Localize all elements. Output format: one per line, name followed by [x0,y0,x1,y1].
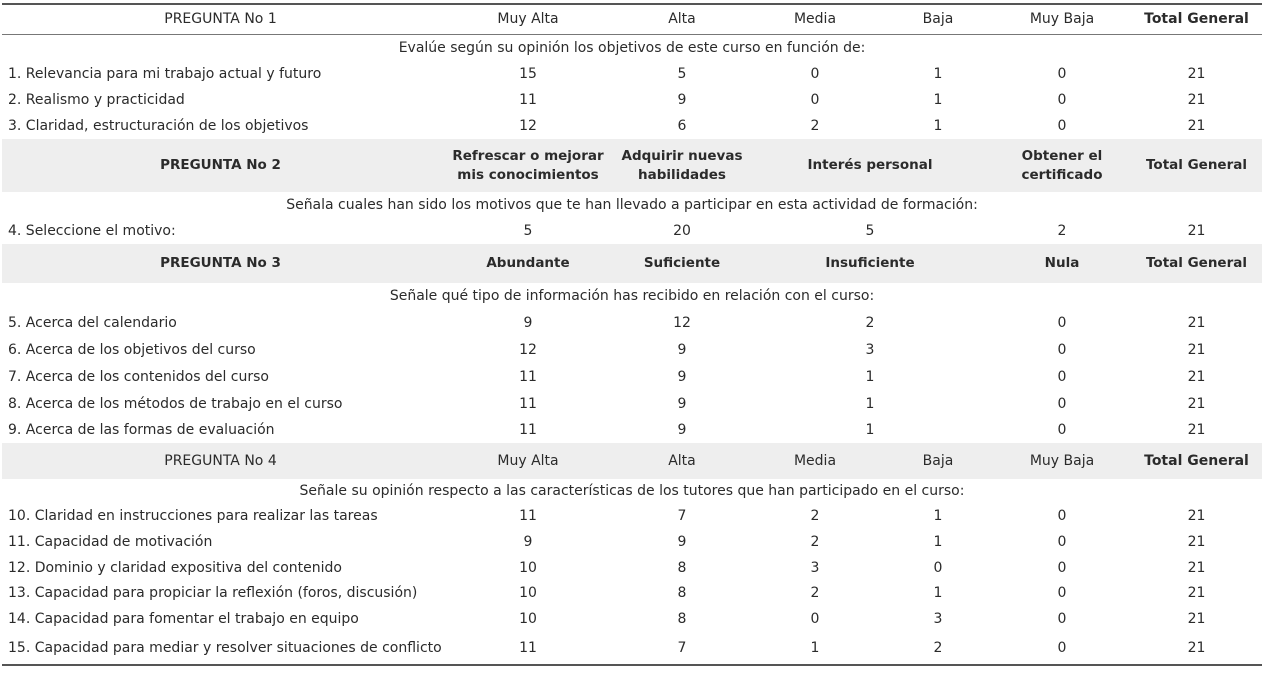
cell: 5 [677,65,687,82]
cell: 0 [933,559,943,576]
q2-subtitle: Señala cuales han sido los motivos que te han llevado a participar en esta actividad de formación: [286,197,978,213]
survey-results-table [2,3,1262,666]
cell: 21 [1187,315,1206,331]
cell: 21 [1187,396,1206,412]
cell: 7 [677,507,687,524]
cell: 2 [1057,222,1067,239]
cell: 0 [1057,91,1067,108]
table-row [2,581,1262,606]
cell: 0 [810,610,820,627]
table-row [2,337,1262,364]
row-label: 1. Relevancia para mi trabajo actual y futuro [8,65,322,82]
cell: 21 [1187,610,1206,627]
q4-col-total: Total General [1144,452,1249,469]
q1-col-total: Total General [1144,11,1249,27]
cell: 3 [933,610,943,627]
cell: 5 [865,222,875,239]
q4-col-baja: Baja [922,452,954,469]
cell: 1 [933,507,943,524]
q1-subtitle: Evalúe según su opinión los objetivos de este curso en función de: [398,40,866,56]
q3-col-suficiente: Suficiente [643,255,721,271]
q4-header-row [2,443,1262,479]
row-label: 4. Seleccione el motivo: [8,222,176,239]
cell: 0 [1057,369,1067,385]
cell: 2 [810,533,820,550]
cell: 0 [1057,422,1067,438]
cell: 21 [1187,533,1206,550]
table-row [2,218,1262,244]
cell: 0 [1057,639,1067,656]
cell: 9 [677,91,687,108]
table-row [2,632,1262,664]
cell: 1 [865,369,875,385]
cell: 1 [933,585,943,601]
cell: 0 [1057,559,1067,576]
cell: 0 [1057,117,1067,134]
q4-col-media: Media [793,452,837,469]
table-row [2,310,1262,337]
q1-header-row [2,5,1262,35]
cell: 21 [1187,369,1206,385]
q2-col-interes: Interés personal [807,157,933,173]
cell: 8 [677,585,687,601]
q2-col-adquirir: Adquirir nuevas habilidades [621,147,743,183]
cell: 21 [1187,585,1206,601]
cell: 2 [810,507,820,524]
row-label: 14. Capacidad para fomentar el trabajo en equipo [8,610,359,627]
cell: 11 [519,507,537,524]
cell: 2 [810,117,820,134]
cell: 0 [1057,65,1067,82]
cell: 0 [1057,507,1067,524]
cell: 0 [1057,533,1067,550]
cell: 1 [933,65,943,82]
row-label: 10. Claridad en instrucciones para realizar las tareas [8,507,378,524]
cell: 1 [933,117,943,134]
row-label: 6. Acerca de los objetivos del curso [8,342,256,358]
cell: 0 [810,91,820,108]
row-label: 12. Dominio y claridad expositiva del contenido [8,559,342,576]
row-label: 5. Acerca del calendario [8,315,177,331]
table-row [2,529,1262,555]
cell: 11 [519,91,537,108]
cell: 21 [1187,342,1206,358]
q3-header-row [2,244,1262,283]
cell: 6 [677,117,687,134]
q3-col-nula: Nula [1044,255,1080,271]
cell: 8 [677,559,687,576]
table-row [2,606,1262,632]
q4-col-muy-alta: Muy Alta [497,452,559,469]
cell: 11 [519,422,537,438]
cell: 21 [1187,639,1206,656]
q2-title: PREGUNTA No 2 [160,157,281,173]
cell: 12 [673,315,691,331]
q2-col-total: Total General [1146,157,1247,173]
table-row [2,391,1262,418]
q4-subtitle: Señale su opinión respecto a las características de los tutores que han participado en el curso: [299,483,965,499]
cell: 3 [810,559,820,576]
cell: 7 [677,639,687,656]
cell: 9 [523,533,533,550]
row-label: 7. Acerca de los contenidos del curso [8,369,269,385]
cell: 12 [519,342,537,358]
table-row [2,555,1262,581]
row-label: 3. Claridad, estructuración de los objetivos [8,117,309,134]
cell: 5 [523,222,533,239]
cell: 11 [519,639,537,656]
cell: 10 [519,585,537,601]
table-row [2,113,1262,139]
q2-col-refrescar: Refrescar o mejorar mis conocimientos [452,147,604,183]
cell: 3 [865,342,875,358]
q1-col-media: Media [793,11,837,27]
cell: 9 [677,533,687,550]
cell: 0 [1057,585,1067,601]
cell: 0 [810,65,820,82]
row-label: 13. Capacidad para propiciar la reflexión (foros, discusión) [8,585,418,601]
cell: 1 [865,396,875,412]
q4-title: PREGUNTA No 4 [164,452,277,469]
cell: 0 [1057,396,1067,412]
cell: 9 [677,342,687,358]
cell: 0 [1057,315,1067,331]
cell: 12 [519,117,537,134]
cell: 1 [810,639,820,656]
cell: 9 [677,369,687,385]
q3-col-insuficiente: Insuficiente [825,255,915,271]
q1-col-alta: Alta [668,11,696,27]
cell: 1 [933,91,943,108]
cell: 0 [1057,342,1067,358]
q3-col-abundante: Abundante [486,255,570,271]
q1-col-baja: Baja [922,11,954,27]
cell: 2 [933,639,943,656]
q3-col-total: Total General [1146,255,1247,271]
cell: 21 [1187,422,1206,438]
cell: 21 [1187,222,1206,239]
cell: 21 [1187,117,1206,134]
cell: 9 [677,396,687,412]
q4-col-alta: Alta [668,452,696,469]
cell: 15 [519,65,537,82]
q2-header-row [2,139,1262,192]
cell: 2 [865,315,875,331]
row-label: 8. Acerca de los métodos de trabajo en el curso [8,396,343,412]
cell: 9 [523,315,533,331]
q3-title: PREGUNTA No 3 [160,255,281,271]
cell: 21 [1187,559,1206,576]
q4-col-muy-baja: Muy Baja [1029,452,1095,469]
cell: 21 [1187,507,1206,524]
cell: 8 [677,610,687,627]
cell: 21 [1187,65,1206,82]
q1-col-muy-baja: Muy Baja [1029,11,1095,27]
q1-col-muy-alta: Muy Alta [497,11,559,27]
cell: 0 [1057,610,1067,627]
q1-title: PREGUNTA No 1 [164,11,277,27]
cell: 21 [1187,91,1206,108]
row-label: 2. Realismo y practicidad [8,91,185,108]
row-label: 9. Acerca de las formas de evaluación [8,422,275,438]
table-bottom-border [2,664,1262,666]
cell: 2 [810,585,820,601]
row-label: 15. Capacidad para mediar y resolver situaciones de conflicto [8,639,442,656]
table-row [2,503,1262,529]
table-row [2,61,1262,87]
cell: 9 [677,422,687,438]
cell: 1 [933,533,943,550]
q2-col-certificado: Obtener el certificado [1021,147,1103,183]
cell: 11 [519,369,537,385]
cell: 10 [519,559,537,576]
row-label: 11. Capacidad de motivación [8,533,213,550]
cell: 20 [673,222,691,239]
table-row [2,418,1262,443]
cell: 1 [865,422,875,438]
table-row [2,364,1262,391]
q3-subtitle: Señale qué tipo de información has recibido en relación con el curso: [389,288,875,304]
cell: 11 [519,396,537,412]
cell: 10 [519,610,537,627]
table-row [2,87,1262,113]
